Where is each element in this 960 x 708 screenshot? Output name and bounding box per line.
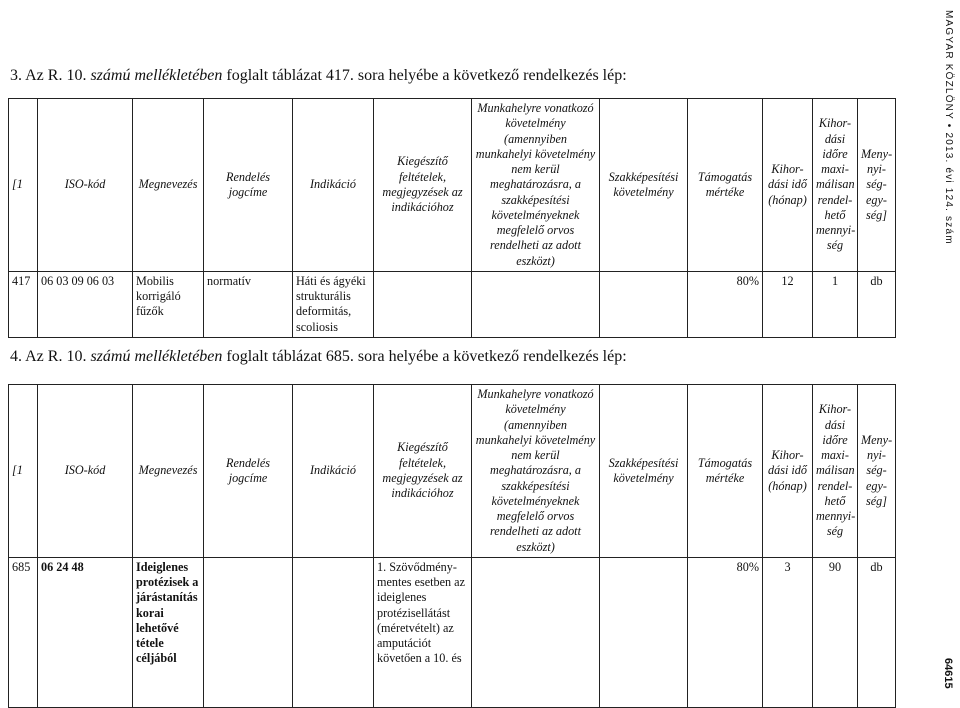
cell-workplace-req <box>472 557 600 707</box>
page-number: 64615 <box>942 658 954 689</box>
cell-iso-code: 06 24 48 <box>38 557 133 707</box>
header-cell: Rendelés jogcíme <box>204 99 293 272</box>
cell-wear-period: 12 <box>763 271 813 337</box>
cell-row-number: 417 <box>9 271 38 337</box>
cell-wear-period: 3 <box>763 557 813 707</box>
header-row <box>9 385 896 558</box>
cell-iso-code: 06 03 09 06 03 <box>38 271 133 337</box>
section2-intro: 4. Az R. 10. számú mellékletében foglalt táblázat 685. sora helyébe a következő rendelkezés lép: <box>10 348 627 365</box>
cell-support-rate: 80% <box>688 557 763 707</box>
cell-max-quantity: 90 <box>813 557 858 707</box>
header-cell: Munkahelyre vonatkozó követelmény (amennyiben munkahelyi követelmény nem kerül meghatározásra, a szakképesítési követelményeknek megfelelő orvos rendelheti az adott eszközt) <box>472 99 600 272</box>
cell-max-quantity: 1 <box>813 271 858 337</box>
page-margin <box>938 0 958 701</box>
header-cell: Szakképesítési követelmény <box>600 99 688 272</box>
table-417 <box>8 98 896 338</box>
cell-conditions <box>374 271 472 337</box>
table-row <box>9 271 896 337</box>
cell-name: Ideiglenes protézisek a járástanítás korai lehetővé tétele céljából <box>133 557 204 707</box>
table-685 <box>8 384 896 708</box>
header-cell: Kihor-dási időre maxi-málisan rendel-hető mennyi-ség <box>813 99 858 272</box>
cell-conditions: 1. Szövődmény-mentes esetben az ideiglenes protézisellátást (méretvételt) az amputációt követően a 10. és <box>374 557 472 707</box>
header-cell: Kiegészítő feltételek, megjegyzések az indikációhoz <box>374 99 472 272</box>
header-cell: Támogatás mértéke <box>688 385 763 558</box>
cell-qualification-req <box>600 557 688 707</box>
header-cell: Szakképesítési követelmény <box>600 385 688 558</box>
header-cell: Támogatás mértéke <box>688 99 763 272</box>
header-cell: [1 <box>9 99 38 272</box>
header-cell: Kiegészítő feltételek, megjegyzések az indikációhoz <box>374 385 472 558</box>
cell-row-number: 685 <box>9 557 38 707</box>
cell-prescription-basis <box>204 557 293 707</box>
header-cell: Megnevezés <box>133 99 204 272</box>
header-cell: Indikáció <box>293 385 374 558</box>
header-cell: [1 <box>9 385 38 558</box>
header-cell: Meny-nyi-ség-egy-ség] <box>858 385 896 558</box>
cell-name: Mobilis korrigáló fűzők <box>133 271 204 337</box>
journal-header: MAGYAR KÖZLÖNY • 2013. évi 124. szám <box>943 10 954 245</box>
cell-support-rate: 80% <box>688 271 763 337</box>
header-cell: Megnevezés <box>133 385 204 558</box>
header-cell: Kihor-dási időre maxi-málisan rendel-hető mennyi-ség <box>813 385 858 558</box>
header-row <box>9 99 896 272</box>
header-cell: ISO-kód <box>38 385 133 558</box>
cell-workplace-req <box>472 271 600 337</box>
cell-qualification-req <box>600 271 688 337</box>
header-cell: Kihor-dási idő (hónap) <box>763 385 813 558</box>
header-cell: Indikáció <box>293 99 374 272</box>
header-cell: Rendelés jogcíme <box>204 385 293 558</box>
cell-unit: db <box>858 557 896 707</box>
cell-indication: Háti és ágyéki strukturális deformitás, scoliosis <box>293 271 374 337</box>
cell-indication <box>293 557 374 707</box>
section1-intro: 3. Az R. 10. számú mellékletében foglalt táblázat 417. sora helyébe a következő rendelkezés lép: <box>10 67 627 84</box>
header-cell: Munkahelyre vonatkozó követelmény (amennyiben munkahelyi követelmény nem kerül meghatározásra, a szakképesítési követelményeknek megfelelő orvos rendelheti az adott eszközt) <box>472 385 600 558</box>
header-cell: Kihor-dási idő (hónap) <box>763 99 813 272</box>
header-cell: Meny-nyi-ség-egy-ség] <box>858 99 896 272</box>
cell-unit: db <box>858 271 896 337</box>
table-row <box>9 557 896 707</box>
header-cell: ISO-kód <box>38 99 133 272</box>
cell-prescription-basis: normatív <box>204 271 293 337</box>
